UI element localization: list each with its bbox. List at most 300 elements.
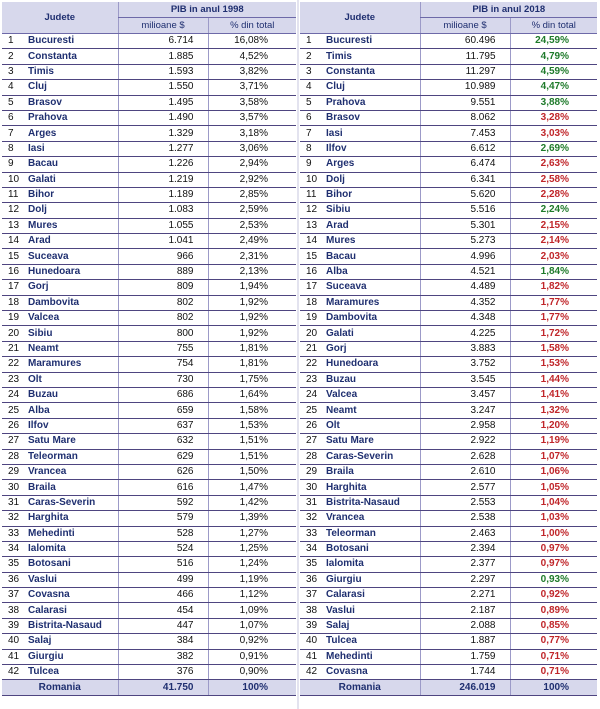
gdp-value: 2.538 — [420, 511, 510, 526]
gdp-value: 3.883 — [420, 341, 510, 356]
gdp-value: 1.083 — [118, 203, 208, 218]
gdp-percent: 1,64% — [208, 387, 296, 402]
row-rank: 7 — [2, 126, 26, 141]
total-label: Romania — [2, 680, 118, 696]
gdp-value: 11.297 — [420, 64, 510, 79]
county-name: Botosani — [324, 541, 420, 556]
table-row — [2, 280, 296, 295]
county-name: Arges — [26, 126, 118, 141]
row-rank: 11 — [300, 187, 324, 202]
table-row — [2, 418, 296, 433]
gdp-value: 1.490 — [118, 110, 208, 125]
gdp-percent: 0,71% — [510, 649, 597, 664]
gdp-percent: 1,24% — [208, 557, 296, 572]
table-row — [300, 64, 597, 79]
gdp-percent: 1,84% — [510, 264, 597, 279]
gdp-value: 616 — [118, 480, 208, 495]
gdp-percent: 1,82% — [510, 280, 597, 295]
gdp-percent: 1,81% — [208, 341, 296, 356]
table-row — [2, 495, 296, 510]
county-name: Satu Mare — [26, 434, 118, 449]
table-row — [2, 49, 296, 64]
gdp-percent: 0,92% — [510, 588, 597, 603]
header-judete: Judete — [2, 2, 118, 34]
county-name: Harghita — [324, 480, 420, 495]
row-rank: 8 — [300, 141, 324, 156]
gdp-percent: 1,12% — [208, 588, 296, 603]
county-name: Mehedinti — [26, 526, 118, 541]
county-name: Calarasi — [324, 588, 420, 603]
gdp-value: 9.551 — [420, 95, 510, 110]
gdp-value: 6.714 — [118, 34, 208, 49]
gdp-value: 6.474 — [420, 157, 510, 172]
table-row — [300, 80, 597, 95]
row-rank: 31 — [2, 495, 26, 510]
gdp-percent: 1,25% — [208, 541, 296, 556]
gdp-value: 802 — [118, 311, 208, 326]
county-name: Hunedoara — [26, 264, 118, 279]
gdp-percent: 1,19% — [510, 434, 597, 449]
gdp-percent: 1,06% — [510, 464, 597, 479]
gdp-value: 11.795 — [420, 49, 510, 64]
row-rank: 22 — [2, 357, 26, 372]
county-name: Constanta — [324, 64, 420, 79]
row-rank: 3 — [2, 64, 26, 79]
county-name: Ilfov — [26, 418, 118, 433]
gdp-percent: 2,58% — [510, 172, 597, 187]
table-row — [2, 572, 296, 587]
row-rank: 13 — [300, 218, 324, 233]
gdp-percent: 1,20% — [510, 418, 597, 433]
row-rank: 17 — [2, 280, 26, 295]
gdp-percent: 3,06% — [208, 141, 296, 156]
county-name: Maramures — [324, 295, 420, 310]
table-row — [2, 80, 296, 95]
row-rank: 15 — [2, 249, 26, 264]
row-rank: 42 — [300, 665, 324, 680]
county-name: Bucuresti — [26, 34, 118, 49]
gdp-percent: 4,59% — [510, 64, 597, 79]
row-rank: 35 — [300, 557, 324, 572]
county-name: Dambovita — [26, 295, 118, 310]
row-rank: 30 — [300, 480, 324, 495]
row-rank: 30 — [2, 480, 26, 495]
row-rank: 5 — [2, 95, 26, 110]
row-rank: 17 — [300, 280, 324, 295]
table-row — [2, 218, 296, 233]
county-name: Timis — [324, 49, 420, 64]
total-percent: 100% — [510, 680, 597, 696]
gdp-percent: 1,07% — [208, 618, 296, 633]
table-row — [2, 541, 296, 556]
county-name: Brasov — [26, 95, 118, 110]
table-row — [300, 588, 597, 603]
row-rank: 16 — [2, 264, 26, 279]
table-row — [2, 64, 296, 79]
table-row — [2, 588, 296, 603]
row-rank: 33 — [300, 526, 324, 541]
table-row — [300, 357, 597, 372]
table-row — [300, 49, 597, 64]
gdp-value: 8.062 — [420, 110, 510, 125]
gdp-percent: 0,93% — [510, 572, 597, 587]
county-name: Suceava — [26, 249, 118, 264]
table-row — [300, 141, 597, 156]
table-row — [300, 665, 597, 680]
row-rank: 37 — [2, 588, 26, 603]
row-rank: 24 — [300, 387, 324, 402]
gdp-value: 2.377 — [420, 557, 510, 572]
row-rank: 4 — [300, 80, 324, 95]
gdp-percent: 2,59% — [208, 203, 296, 218]
gdp-value: 4.352 — [420, 295, 510, 310]
county-name: Suceava — [324, 280, 420, 295]
row-rank: 38 — [2, 603, 26, 618]
gdp-percent: 0,97% — [510, 541, 597, 556]
table-row — [2, 618, 296, 633]
gdp-value: 755 — [118, 341, 208, 356]
table-row — [300, 526, 597, 541]
gdp-value: 454 — [118, 603, 208, 618]
county-name: Bacau — [26, 157, 118, 172]
gdp-value: 1.041 — [118, 234, 208, 249]
gdp-percent: 1,27% — [208, 526, 296, 541]
row-rank: 41 — [2, 649, 26, 664]
table-row — [2, 511, 296, 526]
table-row — [2, 95, 296, 110]
gdp-percent: 2,49% — [208, 234, 296, 249]
gdp-value: 3.752 — [420, 357, 510, 372]
gdp-percent: 1,04% — [510, 495, 597, 510]
county-name: Caras-Severin — [26, 495, 118, 510]
row-rank: 32 — [300, 511, 324, 526]
row-rank: 21 — [2, 341, 26, 356]
table-row — [300, 218, 597, 233]
table-row — [2, 649, 296, 664]
county-name: Prahova — [324, 95, 420, 110]
table-row — [2, 311, 296, 326]
gdp-value: 2.088 — [420, 618, 510, 633]
gdp-percent: 0,92% — [208, 634, 296, 649]
row-rank: 25 — [300, 403, 324, 418]
county-name: Harghita — [26, 511, 118, 526]
table-row — [300, 418, 597, 433]
gdp-percent: 1,92% — [208, 326, 296, 341]
gdp-percent: 2,14% — [510, 234, 597, 249]
table-row — [2, 234, 296, 249]
gdp-value: 889 — [118, 264, 208, 279]
total-label: Romania — [300, 680, 420, 696]
gdp-value: 1.055 — [118, 218, 208, 233]
county-name: Bihor — [26, 187, 118, 202]
gdp-percent: 0,89% — [510, 603, 597, 618]
gdp-percent: 1,51% — [208, 449, 296, 464]
row-rank: 23 — [2, 372, 26, 387]
county-name: Vaslui — [26, 572, 118, 587]
row-rank: 12 — [300, 203, 324, 218]
table-row — [2, 341, 296, 356]
table-row — [2, 526, 296, 541]
county-name: Arges — [324, 157, 420, 172]
row-rank: 28 — [2, 449, 26, 464]
county-name: Bistrita-Nasaud — [26, 618, 118, 633]
county-name: Dolj — [324, 172, 420, 187]
gdp-value: 2.394 — [420, 541, 510, 556]
gdp-percent: 1,53% — [510, 357, 597, 372]
gdp-value: 592 — [118, 495, 208, 510]
header-year-group: PIB in anul 1998 — [118, 2, 296, 18]
total-value: 246.019 — [420, 680, 510, 696]
county-name: Arad — [324, 218, 420, 233]
table-body — [300, 34, 597, 680]
table-row — [300, 372, 597, 387]
county-name: Salaj — [26, 634, 118, 649]
table-row — [300, 95, 597, 110]
table-row — [300, 572, 597, 587]
table-1998 — [2, 2, 296, 696]
row-rank: 29 — [2, 464, 26, 479]
gdp-percent: 2,15% — [510, 218, 597, 233]
table-row — [2, 480, 296, 495]
county-name: Dambovita — [324, 311, 420, 326]
county-name: Prahova — [26, 110, 118, 125]
gdp-value: 1.885 — [118, 49, 208, 64]
gdp-value: 7.453 — [420, 126, 510, 141]
gdp-percent: 1,19% — [208, 572, 296, 587]
table-row — [2, 387, 296, 402]
gdp-value: 1.495 — [118, 95, 208, 110]
row-rank: 41 — [300, 649, 324, 664]
gdp-value: 5.301 — [420, 218, 510, 233]
row-rank: 23 — [300, 372, 324, 387]
county-name: Valcea — [26, 311, 118, 326]
table-row — [300, 541, 597, 556]
gdp-value: 5.273 — [420, 234, 510, 249]
county-name: Gorj — [26, 280, 118, 295]
gdp-percent: 1,41% — [510, 387, 597, 402]
gdp-value: 60.496 — [420, 34, 510, 49]
gdp-value: 5.516 — [420, 203, 510, 218]
row-rank: 36 — [2, 572, 26, 587]
table-row — [300, 634, 597, 649]
gdp-percent: 3,57% — [208, 110, 296, 125]
county-name: Bacau — [324, 249, 420, 264]
gdp-value: 4.489 — [420, 280, 510, 295]
header-value: milioane $ — [420, 18, 510, 34]
gdp-value: 1.593 — [118, 64, 208, 79]
row-rank: 14 — [300, 234, 324, 249]
county-name: Tulcea — [324, 634, 420, 649]
county-name: Arad — [26, 234, 118, 249]
table-row — [2, 203, 296, 218]
row-rank: 34 — [2, 541, 26, 556]
county-name: Bucuresti — [324, 34, 420, 49]
county-name: Cluj — [26, 80, 118, 95]
row-rank: 19 — [300, 311, 324, 326]
gdp-value: 384 — [118, 634, 208, 649]
table-row — [300, 187, 597, 202]
table-row — [300, 495, 597, 510]
table-row — [2, 172, 296, 187]
county-name: Botosani — [26, 557, 118, 572]
table-row — [300, 126, 597, 141]
table-row — [300, 341, 597, 356]
row-rank: 27 — [300, 434, 324, 449]
row-rank: 6 — [300, 110, 324, 125]
gdp-percent: 0,97% — [510, 557, 597, 572]
table-row — [2, 665, 296, 680]
table-row — [2, 249, 296, 264]
gdp-percent: 2,63% — [510, 157, 597, 172]
county-name: Giurgiu — [324, 572, 420, 587]
gdp-value: 499 — [118, 572, 208, 587]
row-rank: 10 — [300, 172, 324, 187]
county-name: Valcea — [324, 387, 420, 402]
gdp-percent: 1,44% — [510, 372, 597, 387]
county-name: Vrancea — [324, 511, 420, 526]
gdp-percent: 1,07% — [510, 449, 597, 464]
gdp-value: 632 — [118, 434, 208, 449]
row-rank: 20 — [300, 326, 324, 341]
gdp-percent: 0,85% — [510, 618, 597, 633]
gdp-percent: 16,08% — [208, 34, 296, 49]
gdp-value: 3.545 — [420, 372, 510, 387]
gdp-percent: 4,47% — [510, 80, 597, 95]
county-name: Iasi — [324, 126, 420, 141]
gdp-value: 4.225 — [420, 326, 510, 341]
gdp-percent: 1,94% — [208, 280, 296, 295]
county-name: Braila — [26, 480, 118, 495]
county-name: Timis — [26, 64, 118, 79]
gdp-value: 1.189 — [118, 187, 208, 202]
gdp-percent: 3,88% — [510, 95, 597, 110]
row-rank: 24 — [2, 387, 26, 402]
gdp-value: 579 — [118, 511, 208, 526]
row-rank: 9 — [2, 157, 26, 172]
table-row — [300, 403, 597, 418]
table-row — [300, 295, 597, 310]
gdp-value: 1.759 — [420, 649, 510, 664]
row-rank: 10 — [2, 172, 26, 187]
gdp-value: 802 — [118, 295, 208, 310]
row-rank: 13 — [2, 218, 26, 233]
county-name: Ialomita — [26, 541, 118, 556]
table-row — [2, 372, 296, 387]
gdp-value: 4.996 — [420, 249, 510, 264]
table-row — [300, 511, 597, 526]
county-name: Olt — [324, 418, 420, 433]
gdp-percent: 1,00% — [510, 526, 597, 541]
county-name: Maramures — [26, 357, 118, 372]
gdp-value: 2.610 — [420, 464, 510, 479]
gdp-percent: 3,71% — [208, 80, 296, 95]
table-row — [300, 172, 597, 187]
gdp-value: 4.348 — [420, 311, 510, 326]
table-row — [300, 557, 597, 572]
county-name: Buzau — [324, 372, 420, 387]
row-rank: 3 — [300, 64, 324, 79]
table-row — [2, 464, 296, 479]
gdp-percent: 1,05% — [510, 480, 597, 495]
row-rank: 34 — [300, 541, 324, 556]
gdp-value: 754 — [118, 357, 208, 372]
table-row — [2, 326, 296, 341]
gdp-value: 6.612 — [420, 141, 510, 156]
table-row — [300, 110, 597, 125]
county-name: Alba — [26, 403, 118, 418]
header-judete: Judete — [300, 2, 420, 34]
table-row — [2, 141, 296, 156]
county-name: Iasi — [26, 141, 118, 156]
county-name: Brasov — [324, 110, 420, 125]
row-rank: 25 — [2, 403, 26, 418]
gdp-percent: 0,77% — [510, 634, 597, 649]
row-rank: 2 — [300, 49, 324, 64]
county-name: Hunedoara — [324, 357, 420, 372]
gdp-value: 966 — [118, 249, 208, 264]
table-row — [2, 264, 296, 279]
gdp-percent: 1,42% — [208, 495, 296, 510]
table-row — [2, 434, 296, 449]
gdp-value: 2.958 — [420, 418, 510, 433]
gdp-percent: 1,72% — [510, 326, 597, 341]
row-rank: 39 — [300, 618, 324, 633]
county-name: Buzau — [26, 387, 118, 402]
county-name: Braila — [324, 464, 420, 479]
panel-divider — [297, 0, 299, 709]
gdp-percent: 2,94% — [208, 157, 296, 172]
row-rank: 11 — [2, 187, 26, 202]
gdp-value: 2.187 — [420, 603, 510, 618]
gdp-percent: 2,13% — [208, 264, 296, 279]
row-rank: 2 — [2, 49, 26, 64]
gdp-percent: 1,77% — [510, 311, 597, 326]
header-percent: % din total — [208, 18, 296, 34]
county-name: Ialomita — [324, 557, 420, 572]
row-rank: 19 — [2, 311, 26, 326]
gdp-percent: 2,24% — [510, 203, 597, 218]
table-row — [2, 557, 296, 572]
county-name: Tulcea — [26, 665, 118, 680]
county-name: Galati — [26, 172, 118, 187]
county-name: Gorj — [324, 341, 420, 356]
table-row — [2, 603, 296, 618]
gdp-value: 2.922 — [420, 434, 510, 449]
table-row — [300, 387, 597, 402]
table-row — [300, 264, 597, 279]
table-row — [2, 403, 296, 418]
gdp-value: 659 — [118, 403, 208, 418]
gdp-percent: 1,92% — [208, 295, 296, 310]
gdp-percent: 2,85% — [208, 187, 296, 202]
gdp-percent: 1,03% — [510, 511, 597, 526]
county-name: Covasna — [26, 588, 118, 603]
table-row — [300, 157, 597, 172]
table-row — [2, 157, 296, 172]
county-name: Giurgiu — [26, 649, 118, 664]
gdp-percent: 2,28% — [510, 187, 597, 202]
gdp-value: 626 — [118, 464, 208, 479]
gdp-value: 800 — [118, 326, 208, 341]
county-name: Caras-Severin — [324, 449, 420, 464]
row-rank: 40 — [300, 634, 324, 649]
gdp-value: 809 — [118, 280, 208, 295]
table-2018 — [300, 2, 597, 696]
gdp-value: 637 — [118, 418, 208, 433]
gdp-percent: 2,92% — [208, 172, 296, 187]
county-name: Vaslui — [324, 603, 420, 618]
gdp-value: 2.577 — [420, 480, 510, 495]
